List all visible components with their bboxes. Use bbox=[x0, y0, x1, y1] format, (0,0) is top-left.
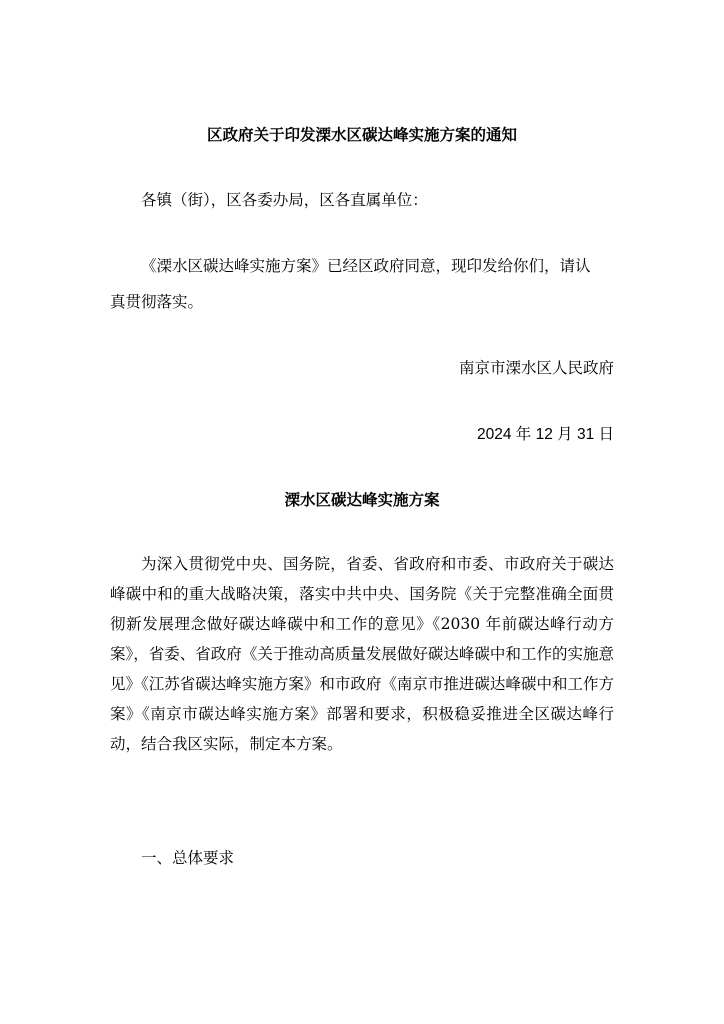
plan-title: 溧水区碳达峰实施方案 bbox=[284, 491, 440, 509]
notice-date: 2024 年 12 月 31 日 bbox=[477, 426, 614, 443]
notice-body-line-2: 真贯彻落实。 bbox=[110, 293, 204, 311]
notice-body-line-1: 《溧水区碳达峰实施方案》已经区政府同意，现印发给你们，请认 bbox=[141, 257, 591, 275]
notice-title: 区政府关于印发溧水区碳达峰实施方案的通知 bbox=[206, 126, 517, 144]
plan-intro-paragraph: 为深入贯彻党中央、国务院，省委、省政府和市委、市政府关于碳达峰碳中和的重大战略决策，落实中共中央、国务院《关于完整准确全面贯彻新发展理念做好碳达峰碳中和工作的意见》《2030 年前碳达峰行动方案》，省委、省政府《关于推动高质量发展做好碳达峰碳中和工作的实施意见》《江苏省碳达峰实施方案》和市政府《南京市推进碳达峰碳中和工作方案》《南京市碳达峰实施方案》部署和要求，积极稳妥推进全区碳达峰行动，结合我区实际，制定本方案。 bbox=[110, 555, 614, 753]
notice-salutation: 各镇（街），区各委办局，区各直属单位： bbox=[141, 191, 428, 209]
notice-issuer: 南京市溧水区人民政府 bbox=[458, 359, 614, 377]
section-heading-general-requirements: 一、总体要求 bbox=[141, 849, 235, 867]
